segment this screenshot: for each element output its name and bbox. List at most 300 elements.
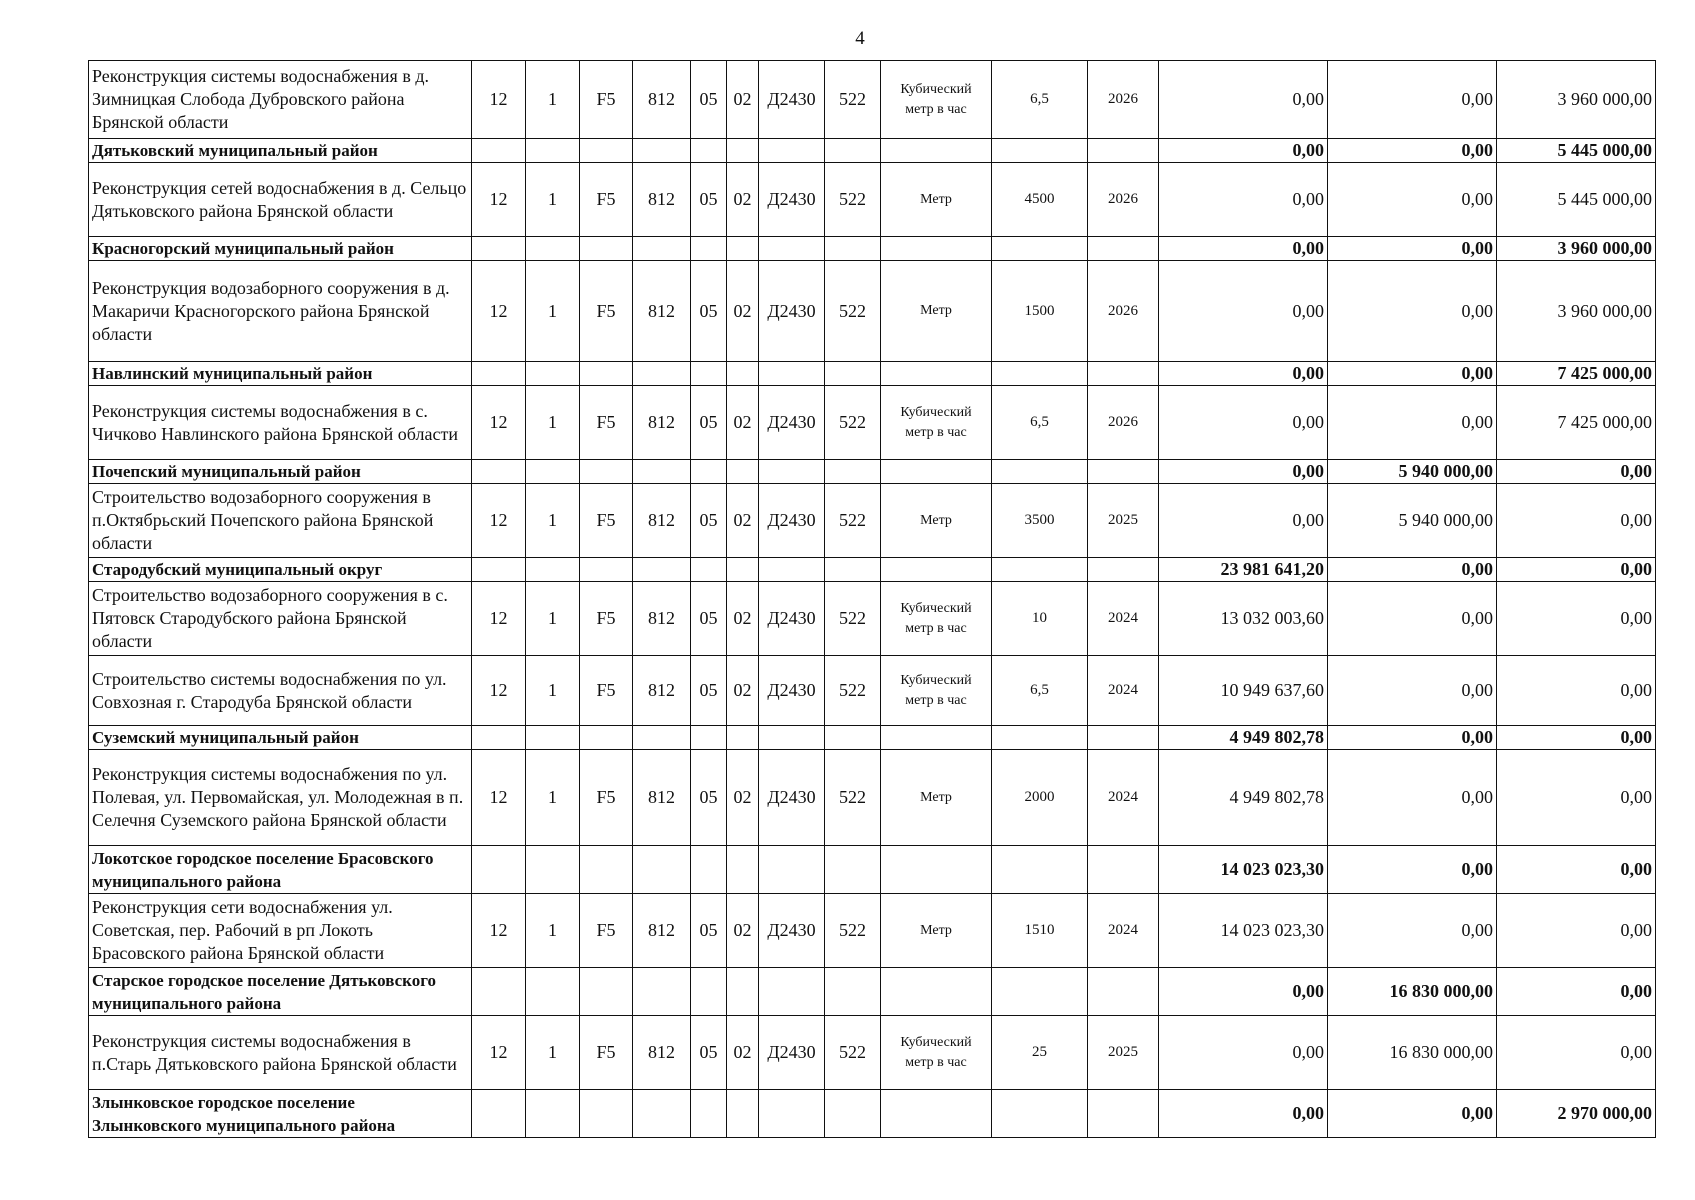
code-cell: 12 (472, 484, 526, 558)
code-cell: 522 (825, 261, 881, 362)
code-cell (691, 237, 727, 261)
code-cell: 1 (526, 163, 580, 237)
code-cell: F5 (580, 61, 633, 139)
code-cell: 02 (727, 261, 759, 362)
code-cell (727, 726, 759, 750)
code-cell: 812 (633, 163, 691, 237)
amount-2024-cell: 4 949 802,78 (1159, 750, 1328, 846)
code-cell (633, 460, 691, 484)
capacity-cell: 10 (992, 582, 1088, 656)
code-cell: 522 (825, 61, 881, 139)
amount-2026-cell: 0,00 (1497, 750, 1656, 846)
code-cell (727, 1090, 759, 1138)
amount-2024-cell: 0,00 (1159, 1016, 1328, 1090)
unit-cell (881, 968, 992, 1016)
code-cell: 02 (727, 163, 759, 237)
amount-2026-cell: 0,00 (1497, 968, 1656, 1016)
code-cell: 1 (526, 894, 580, 968)
amount-2024-cell: 0,00 (1159, 386, 1328, 460)
project-row (89, 261, 1656, 362)
project-name-cell: Реконструкция системы водоснабжения в п.Старь Дятьковского района Брянской области (89, 1016, 472, 1090)
capacity-cell (992, 362, 1088, 386)
code-cell: Д2430 (759, 656, 825, 726)
unit-cell (881, 237, 992, 261)
year-cell (1088, 237, 1159, 261)
capacity-cell (992, 726, 1088, 750)
year-cell (1088, 726, 1159, 750)
amount-2026-cell: 0,00 (1497, 726, 1656, 750)
code-cell (691, 558, 727, 582)
year-cell: 2024 (1088, 894, 1159, 968)
code-cell: 522 (825, 1016, 881, 1090)
amount-2025-cell: 0,00 (1328, 1090, 1497, 1138)
unit-cell: Кубический метр в час (881, 61, 992, 139)
group-name-cell: Почепский муниципальный район (89, 460, 472, 484)
unit-cell: Метр (881, 484, 992, 558)
code-cell (825, 1090, 881, 1138)
code-cell (526, 726, 580, 750)
code-cell: 522 (825, 656, 881, 726)
code-cell (727, 558, 759, 582)
code-cell (526, 1090, 580, 1138)
code-cell: 05 (691, 894, 727, 968)
code-cell: 522 (825, 582, 881, 656)
code-cell (727, 460, 759, 484)
amount-2024-cell: 0,00 (1159, 484, 1328, 558)
unit-cell: Метр (881, 163, 992, 237)
unit-cell: Кубический метр в час (881, 386, 992, 460)
amount-2024-cell: 0,00 (1159, 139, 1328, 163)
amount-2025-cell: 0,00 (1328, 558, 1497, 582)
code-cell: 522 (825, 163, 881, 237)
year-cell (1088, 846, 1159, 894)
amount-2025-cell: 0,00 (1328, 894, 1497, 968)
capacity-cell: 6,5 (992, 61, 1088, 139)
amount-2025-cell: 0,00 (1328, 139, 1497, 163)
code-cell (759, 726, 825, 750)
capacity-cell (992, 846, 1088, 894)
code-cell: 02 (727, 61, 759, 139)
capacity-cell: 1510 (992, 894, 1088, 968)
code-cell: 12 (472, 261, 526, 362)
project-name-cell: Реконструкция системы водоснабжения в д. Зимницкая Слобода Дубровского района Брянской области (89, 61, 472, 139)
code-cell (759, 558, 825, 582)
project-row (89, 484, 1656, 558)
code-cell (580, 846, 633, 894)
code-cell: 12 (472, 582, 526, 656)
code-cell: F5 (580, 386, 633, 460)
code-cell (580, 968, 633, 1016)
code-cell: 12 (472, 750, 526, 846)
unit-cell: Кубический метр в час (881, 1016, 992, 1090)
code-cell (472, 558, 526, 582)
code-cell: Д2430 (759, 1016, 825, 1090)
code-cell (759, 362, 825, 386)
code-cell (759, 237, 825, 261)
capacity-cell: 2000 (992, 750, 1088, 846)
code-cell (472, 237, 526, 261)
amount-2025-cell: 5 940 000,00 (1328, 460, 1497, 484)
year-cell: 2024 (1088, 750, 1159, 846)
code-cell: 812 (633, 582, 691, 656)
code-cell: Д2430 (759, 484, 825, 558)
code-cell: F5 (580, 163, 633, 237)
code-cell: 522 (825, 386, 881, 460)
code-cell (580, 460, 633, 484)
code-cell (526, 362, 580, 386)
code-cell: 12 (472, 163, 526, 237)
unit-cell (881, 139, 992, 163)
amount-2024-cell: 0,00 (1159, 61, 1328, 139)
project-name-cell: Реконструкция системы водоснабжения в с. Чичково Навлинского района Брянской области (89, 386, 472, 460)
capacity-cell: 25 (992, 1016, 1088, 1090)
year-cell (1088, 139, 1159, 163)
year-cell: 2025 (1088, 484, 1159, 558)
code-cell: 12 (472, 894, 526, 968)
code-cell (825, 237, 881, 261)
amount-2024-cell: 14 023 023,30 (1159, 894, 1328, 968)
amount-2025-cell: 0,00 (1328, 237, 1497, 261)
amount-2026-cell: 7 425 000,00 (1497, 362, 1656, 386)
code-cell: Д2430 (759, 582, 825, 656)
code-cell (633, 1090, 691, 1138)
amount-2024-cell: 0,00 (1159, 163, 1328, 237)
unit-cell: Метр (881, 750, 992, 846)
amount-2025-cell: 5 940 000,00 (1328, 484, 1497, 558)
code-cell: 02 (727, 1016, 759, 1090)
unit-cell: Кубический метр в час (881, 582, 992, 656)
code-cell: 812 (633, 750, 691, 846)
amount-2026-cell: 3 960 000,00 (1497, 61, 1656, 139)
group-row (89, 362, 1656, 386)
code-cell: 1 (526, 261, 580, 362)
code-cell (825, 558, 881, 582)
unit-cell: Кубический метр в час (881, 656, 992, 726)
year-cell (1088, 362, 1159, 386)
capacity-cell (992, 460, 1088, 484)
project-row (89, 894, 1656, 968)
code-cell (472, 139, 526, 163)
capacity-cell (992, 968, 1088, 1016)
amount-2025-cell: 0,00 (1328, 362, 1497, 386)
code-cell (580, 237, 633, 261)
group-name-cell: Суземский муниципальный район (89, 726, 472, 750)
year-cell: 2026 (1088, 261, 1159, 362)
code-cell (580, 558, 633, 582)
code-cell: 05 (691, 261, 727, 362)
code-cell: 02 (727, 582, 759, 656)
amount-2024-cell: 14 023 023,30 (1159, 846, 1328, 894)
project-name-cell: Строительство системы водоснабжения по ул. Совхозная г. Стародуба Брянской области (89, 656, 472, 726)
code-cell (727, 139, 759, 163)
code-cell: 02 (727, 484, 759, 558)
code-cell (727, 846, 759, 894)
group-row (89, 237, 1656, 261)
code-cell (633, 558, 691, 582)
amount-2025-cell: 0,00 (1328, 750, 1497, 846)
amount-2024-cell: 0,00 (1159, 362, 1328, 386)
capacity-cell: 6,5 (992, 386, 1088, 460)
amount-2025-cell: 0,00 (1328, 582, 1497, 656)
budget-table (88, 60, 1656, 1138)
code-cell: Д2430 (759, 750, 825, 846)
project-row (89, 61, 1656, 139)
project-row (89, 386, 1656, 460)
group-row (89, 726, 1656, 750)
capacity-cell: 3500 (992, 484, 1088, 558)
amount-2024-cell: 0,00 (1159, 968, 1328, 1016)
amount-2026-cell: 2 970 000,00 (1497, 1090, 1656, 1138)
amount-2026-cell: 0,00 (1497, 558, 1656, 582)
group-name-cell: Стародубский муниципальный округ (89, 558, 472, 582)
code-cell (526, 968, 580, 1016)
code-cell: F5 (580, 656, 633, 726)
unit-cell (881, 558, 992, 582)
year-cell (1088, 1090, 1159, 1138)
code-cell (472, 846, 526, 894)
code-cell: 12 (472, 656, 526, 726)
code-cell (472, 1090, 526, 1138)
project-name-cell: Строительство водозаборного сооружения в с. Пятовск Стародубского района Брянской области (89, 582, 472, 656)
year-cell: 2024 (1088, 582, 1159, 656)
group-row (89, 968, 1656, 1016)
code-cell (691, 1090, 727, 1138)
amount-2024-cell: 0,00 (1159, 1090, 1328, 1138)
group-name-cell: Навлинский муниципальный район (89, 362, 472, 386)
group-row (89, 460, 1656, 484)
code-cell (825, 460, 881, 484)
code-cell: 812 (633, 386, 691, 460)
amount-2026-cell: 0,00 (1497, 846, 1656, 894)
amount-2024-cell: 0,00 (1159, 460, 1328, 484)
project-name-cell: Реконструкция системы водоснабжения по ул. Полевая, ул. Первомайская, ул. Молодежная в п. Селечня Суземского района Брянской области (89, 750, 472, 846)
code-cell (759, 460, 825, 484)
amount-2026-cell: 0,00 (1497, 484, 1656, 558)
project-name-cell: Реконструкция сетей водоснабжения в д. Сельцо Дятьковского района Брянской области (89, 163, 472, 237)
code-cell (691, 846, 727, 894)
code-cell: 1 (526, 1016, 580, 1090)
code-cell (472, 968, 526, 1016)
code-cell: 02 (727, 386, 759, 460)
project-row (89, 1016, 1656, 1090)
code-cell (759, 139, 825, 163)
unit-cell (881, 460, 992, 484)
code-cell (633, 968, 691, 1016)
project-name-cell: Реконструкция водозаборного сооружения в д. Макаричи Красногорского района Брянской области (89, 261, 472, 362)
amount-2026-cell: 0,00 (1497, 894, 1656, 968)
year-cell (1088, 460, 1159, 484)
year-cell: 2025 (1088, 1016, 1159, 1090)
code-cell: 1 (526, 484, 580, 558)
code-cell: Д2430 (759, 894, 825, 968)
code-cell: 05 (691, 484, 727, 558)
code-cell: Д2430 (759, 261, 825, 362)
amount-2026-cell: 5 445 000,00 (1497, 163, 1656, 237)
code-cell (759, 846, 825, 894)
code-cell: 812 (633, 656, 691, 726)
year-cell: 2026 (1088, 61, 1159, 139)
code-cell (526, 237, 580, 261)
code-cell: 1 (526, 386, 580, 460)
project-name-cell: Реконструкция сети водоснабжения ул. Советская, пер. Рабочий в рп Локоть Брасовского района Брянской области (89, 894, 472, 968)
code-cell: 02 (727, 750, 759, 846)
year-cell: 2024 (1088, 656, 1159, 726)
project-row (89, 656, 1656, 726)
code-cell: 522 (825, 750, 881, 846)
group-name-cell: Красногорский муниципальный район (89, 237, 472, 261)
code-cell (825, 139, 881, 163)
code-cell: 812 (633, 61, 691, 139)
unit-cell (881, 846, 992, 894)
code-cell: 02 (727, 656, 759, 726)
unit-cell (881, 1090, 992, 1138)
code-cell: 1 (526, 656, 580, 726)
code-cell (633, 139, 691, 163)
amount-2024-cell: 13 032 003,60 (1159, 582, 1328, 656)
code-cell: 05 (691, 61, 727, 139)
code-cell: 05 (691, 386, 727, 460)
code-cell (633, 846, 691, 894)
code-cell: 812 (633, 894, 691, 968)
group-name-cell: Старское городское поселение Дятьковского муниципального района (89, 968, 472, 1016)
code-cell (526, 460, 580, 484)
unit-cell (881, 362, 992, 386)
group-row (89, 846, 1656, 894)
amount-2025-cell: 0,00 (1328, 386, 1497, 460)
code-cell: 1 (526, 582, 580, 656)
amount-2026-cell: 3 960 000,00 (1497, 237, 1656, 261)
code-cell: 05 (691, 163, 727, 237)
code-cell (691, 362, 727, 386)
capacity-cell (992, 237, 1088, 261)
amount-2025-cell: 0,00 (1328, 726, 1497, 750)
amount-2025-cell: 16 830 000,00 (1328, 968, 1497, 1016)
code-cell (727, 968, 759, 1016)
code-cell: 05 (691, 582, 727, 656)
code-cell: 12 (472, 61, 526, 139)
group-name-cell: Дятьковский муниципальный район (89, 139, 472, 163)
code-cell (825, 362, 881, 386)
code-cell: 12 (472, 386, 526, 460)
group-row (89, 139, 1656, 163)
code-cell: 812 (633, 1016, 691, 1090)
amount-2026-cell: 0,00 (1497, 582, 1656, 656)
amount-2025-cell: 0,00 (1328, 261, 1497, 362)
amount-2025-cell: 0,00 (1328, 846, 1497, 894)
code-cell: F5 (580, 1016, 633, 1090)
amount-2025-cell: 16 830 000,00 (1328, 1016, 1497, 1090)
code-cell: Д2430 (759, 61, 825, 139)
code-cell (472, 726, 526, 750)
code-cell: 522 (825, 484, 881, 558)
code-cell (691, 139, 727, 163)
amount-2026-cell: 0,00 (1497, 460, 1656, 484)
amount-2026-cell: 3 960 000,00 (1497, 261, 1656, 362)
code-cell (691, 460, 727, 484)
code-cell: 1 (526, 750, 580, 846)
project-row (89, 163, 1656, 237)
group-name-cell: Локотское городское поселение Брасовского муниципального района (89, 846, 472, 894)
amount-2024-cell: 0,00 (1159, 261, 1328, 362)
capacity-cell (992, 139, 1088, 163)
amount-2025-cell: 0,00 (1328, 656, 1497, 726)
amount-2024-cell: 10 949 637,60 (1159, 656, 1328, 726)
code-cell (472, 460, 526, 484)
code-cell: 812 (633, 484, 691, 558)
code-cell (825, 968, 881, 1016)
amount-2026-cell: 5 445 000,00 (1497, 139, 1656, 163)
group-row (89, 1090, 1656, 1138)
code-cell: Д2430 (759, 163, 825, 237)
code-cell: 522 (825, 894, 881, 968)
amount-2024-cell: 0,00 (1159, 237, 1328, 261)
code-cell: 1 (526, 61, 580, 139)
code-cell (580, 362, 633, 386)
code-cell (691, 968, 727, 1016)
capacity-cell: 6,5 (992, 656, 1088, 726)
code-cell: 05 (691, 656, 727, 726)
code-cell: F5 (580, 582, 633, 656)
code-cell: F5 (580, 484, 633, 558)
code-cell (727, 362, 759, 386)
code-cell (472, 362, 526, 386)
code-cell (633, 362, 691, 386)
code-cell: F5 (580, 750, 633, 846)
code-cell (580, 726, 633, 750)
amount-2026-cell: 0,00 (1497, 1016, 1656, 1090)
code-cell (526, 139, 580, 163)
code-cell (580, 1090, 633, 1138)
code-cell (825, 846, 881, 894)
year-cell (1088, 968, 1159, 1016)
year-cell (1088, 558, 1159, 582)
code-cell (759, 1090, 825, 1138)
code-cell: 02 (727, 894, 759, 968)
capacity-cell (992, 558, 1088, 582)
code-cell (691, 726, 727, 750)
code-cell: F5 (580, 894, 633, 968)
year-cell: 2026 (1088, 163, 1159, 237)
code-cell (633, 237, 691, 261)
amount-2026-cell: 0,00 (1497, 656, 1656, 726)
code-cell (727, 237, 759, 261)
code-cell: Д2430 (759, 386, 825, 460)
code-cell (633, 726, 691, 750)
capacity-cell: 4500 (992, 163, 1088, 237)
amount-2024-cell: 23 981 641,20 (1159, 558, 1328, 582)
capacity-cell (992, 1090, 1088, 1138)
code-cell (526, 846, 580, 894)
year-cell: 2026 (1088, 386, 1159, 460)
code-cell: 812 (633, 261, 691, 362)
amount-2025-cell: 0,00 (1328, 163, 1497, 237)
group-row (89, 558, 1656, 582)
code-cell (825, 726, 881, 750)
project-row (89, 582, 1656, 656)
code-cell (759, 968, 825, 1016)
amount-2026-cell: 7 425 000,00 (1497, 386, 1656, 460)
amount-2024-cell: 4 949 802,78 (1159, 726, 1328, 750)
capacity-cell: 1500 (992, 261, 1088, 362)
code-cell (526, 558, 580, 582)
page-number: 4 (855, 28, 865, 49)
unit-cell: Метр (881, 261, 992, 362)
amount-2025-cell: 0,00 (1328, 61, 1497, 139)
code-cell: F5 (580, 261, 633, 362)
code-cell: 05 (691, 750, 727, 846)
code-cell: 05 (691, 1016, 727, 1090)
group-name-cell: Злынковское городское поселение Злынковского муниципального района (89, 1090, 472, 1138)
